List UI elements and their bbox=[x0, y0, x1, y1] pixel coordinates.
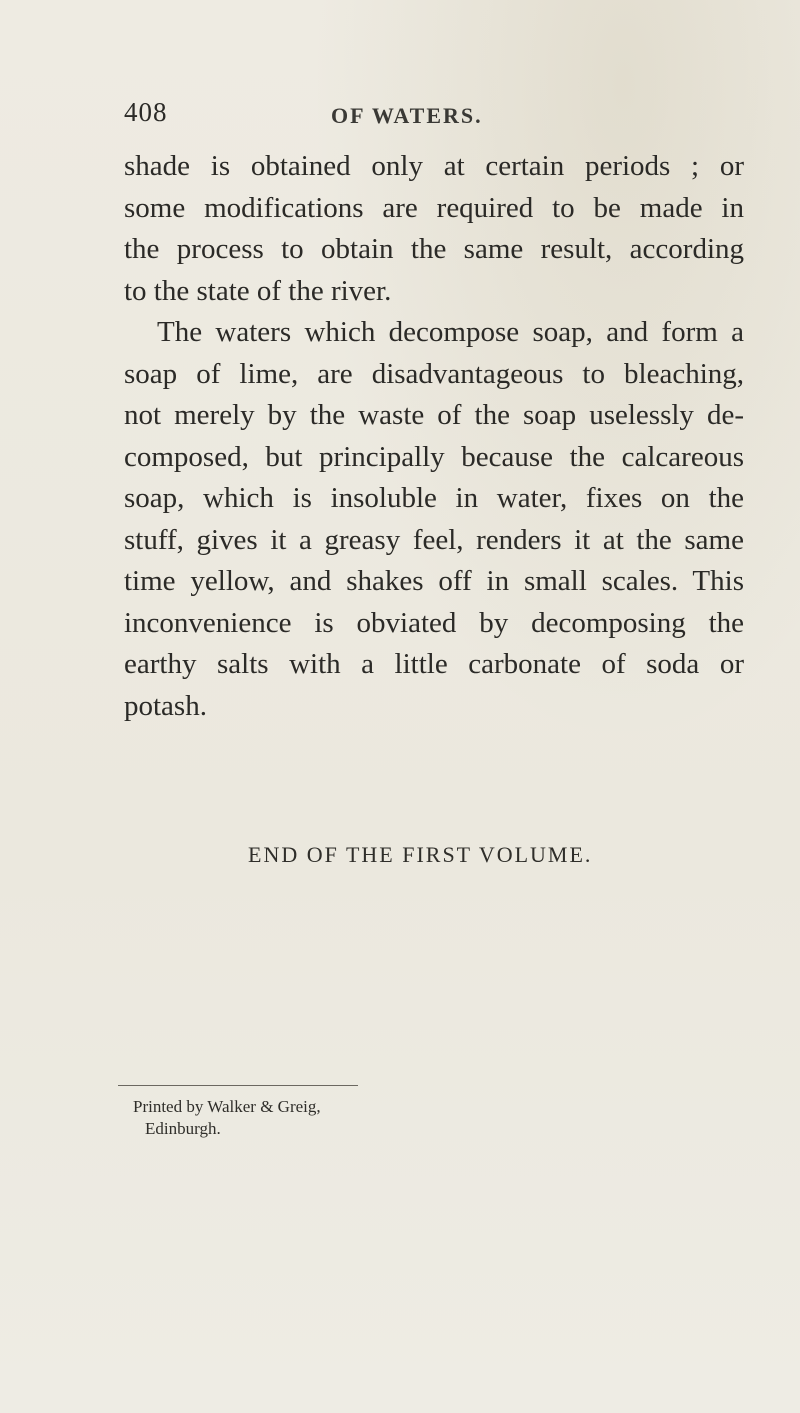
running-title: OF WATERS. bbox=[331, 103, 483, 128]
text-line: time yellow, and shakes off in small scales. This bbox=[124, 565, 744, 597]
imprint-city: Edinburgh. bbox=[145, 1119, 221, 1138]
text-line: some modifications are required to be made in bbox=[124, 191, 744, 224]
printer-imprint bbox=[133, 1096, 321, 1140]
imprint-printer: Printed by Walker & Greig, bbox=[133, 1097, 321, 1116]
text-line: potash. bbox=[124, 689, 207, 722]
text-line: inconvenience is obviated by decomposing the bbox=[124, 606, 744, 639]
text-line: soap, which is insoluble in water, fixes on the bbox=[124, 482, 744, 514]
text-line: to the state of the river. bbox=[124, 274, 392, 307]
running-head bbox=[124, 97, 544, 137]
text-line: soap of lime, are disadvantageous to bleaching, bbox=[124, 357, 744, 390]
end-of-volume-notice: END OF THE FIRST VOLUME. bbox=[248, 842, 593, 867]
text-line: not merely by the waste of the soap uselessly de- bbox=[124, 399, 744, 431]
text-line: stuff, gives it a greasy feel, renders it at the same bbox=[124, 523, 744, 556]
text-line: composed, but principally because the calcareous bbox=[124, 440, 744, 473]
text-line: the process to obtain the same result, according bbox=[124, 233, 744, 265]
text-line: The waters which decompose soap, and form a bbox=[157, 316, 744, 348]
text-line: earthy salts with a little carbonate of soda or bbox=[124, 648, 744, 680]
page-number: 408 bbox=[124, 97, 168, 127]
text-line: shade is obtained only at certain periods ; or bbox=[124, 150, 744, 182]
divider-rule bbox=[118, 1085, 358, 1086]
body-text bbox=[124, 146, 744, 727]
